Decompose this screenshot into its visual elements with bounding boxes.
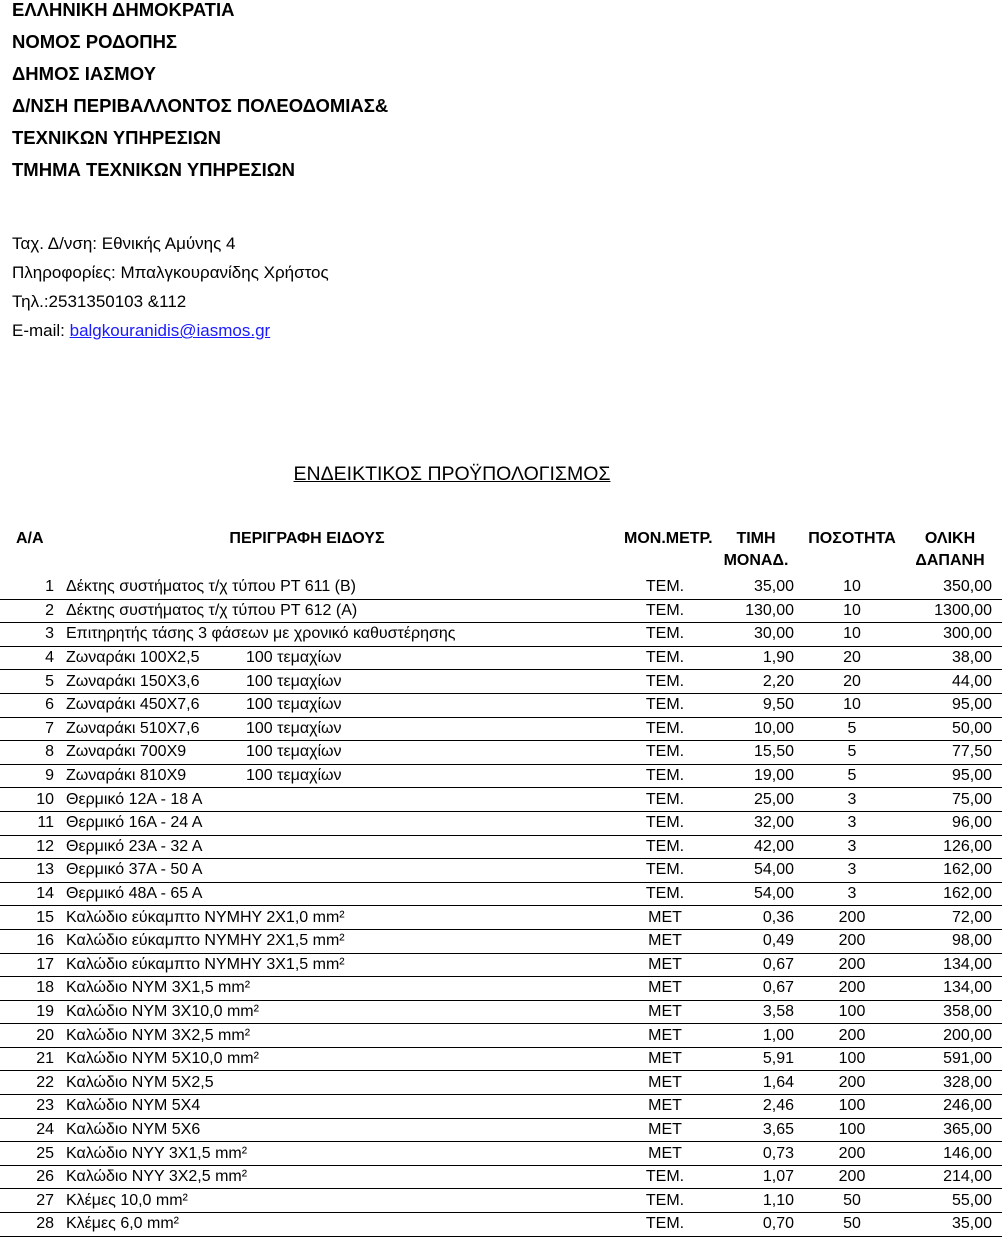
cell-aa: 1 — [0, 576, 60, 599]
contact-email-label: E-mail: — [12, 321, 70, 340]
cell-unit-price: 0,36 — [706, 906, 806, 930]
cell-aa: 18 — [0, 977, 60, 1001]
contact-email-link[interactable]: balgkouranidis@iasmos.gr — [69, 321, 271, 340]
cell-description-extra: 100 τεμαχίων — [246, 696, 342, 714]
cell-description: Κλέμες 10,0 mm² — [60, 1189, 624, 1213]
cell-unit: ΜΕΤ — [624, 1142, 706, 1166]
cell-unit-price: 0,73 — [706, 1142, 806, 1166]
contact-info: Πληροφορίες: Μπαλγκουρανίδης Χρήστος — [12, 263, 329, 282]
cell-quantity: 100 — [806, 1000, 898, 1024]
cell-quantity: 200 — [806, 977, 898, 1001]
cell-total: 95,00 — [898, 764, 1002, 788]
cell-quantity: 200 — [806, 1024, 898, 1048]
cell-aa: 8 — [0, 741, 60, 765]
cell-description — [60, 646, 624, 670]
cell-unit-price: 15,50 — [706, 741, 806, 765]
cell-unit: ΜΕΤ — [624, 1118, 706, 1142]
cell-total: 35,00 — [898, 1213, 1002, 1237]
cell-unit-price: 0,70 — [706, 1213, 806, 1237]
cell-description: Καλώδιο εύκαμπτο ΝΥΜΗΥ 2Χ1,5 mm² — [60, 929, 624, 953]
table-row — [0, 576, 1002, 599]
cell-description: Καλώδιο ΝΥΜ 5Χ4 — [60, 1095, 624, 1119]
cell-unit: ΤΕΜ. — [624, 788, 706, 812]
cell-unit: ΤΕΜ. — [624, 670, 706, 694]
cell-unit-price: 3,65 — [706, 1118, 806, 1142]
cell-quantity: 200 — [806, 929, 898, 953]
cell-total: 350,00 — [898, 576, 1002, 599]
cell-description-main: Ζωναράκι 700Χ9 — [66, 743, 187, 761]
cell-description: Επιτηρητής τάσης 3 φάσεων με χρονικό καθυστέρησης — [60, 623, 624, 647]
cell-description-main: Ζωναράκι 450Χ7,6 — [66, 696, 200, 714]
cell-unit-price: 42,00 — [706, 835, 806, 859]
cell-unit-price: 3,58 — [706, 1000, 806, 1024]
cell-description: Θερμικό 48Α - 65 Α — [60, 882, 624, 906]
cell-unit: ΜΕΤ — [624, 929, 706, 953]
cell-description: Θερμικό 23Α - 32 Α — [60, 835, 624, 859]
cell-description — [60, 693, 624, 717]
cell-description-extra: 100 τεμαχίων — [246, 649, 342, 667]
table-row — [0, 788, 1002, 812]
cell-total: 77,50 — [898, 741, 1002, 765]
cell-total: 162,00 — [898, 859, 1002, 883]
cell-quantity: 10 — [806, 599, 898, 623]
cell-unit-price: 35,00 — [706, 576, 806, 599]
cell-quantity: 200 — [806, 1071, 898, 1095]
cell-description: Κλέμες 6,0 mm² — [60, 1213, 624, 1237]
cell-aa: 4 — [0, 646, 60, 670]
cell-unit-price: 1,10 — [706, 1189, 806, 1213]
cell-quantity: 100 — [806, 1118, 898, 1142]
table-row — [0, 693, 1002, 717]
cell-total: 300,00 — [898, 623, 1002, 647]
document-title: ΕΝΔΕΙΚΤΙΚΟΣ ΠΡΟΫΠΟΛΟΓΙΣΜΟΣ — [293, 463, 611, 485]
cell-description: Καλώδιο ΝΥΜ 5Χ2,5 — [60, 1071, 624, 1095]
table-row — [0, 1189, 1002, 1213]
cell-quantity: 50 — [806, 1189, 898, 1213]
cell-description: Καλώδιο εύκαμπτο ΝΥΜΗΥ 2Χ1,0 mm² — [60, 906, 624, 930]
cell-unit: ΜΕΤ — [624, 1024, 706, 1048]
letterhead-line-directorate-cont: ΤΕΧΝΙΚΩΝ ΥΠΗΡΕΣΙΩΝ — [12, 127, 222, 148]
cell-total: 591,00 — [898, 1047, 1002, 1071]
cell-quantity: 5 — [806, 717, 898, 741]
cell-unit: ΜΕΤ — [624, 1047, 706, 1071]
cell-total: 365,00 — [898, 1118, 1002, 1142]
cell-quantity: 5 — [806, 764, 898, 788]
cell-unit-price: 0,67 — [706, 977, 806, 1001]
cell-unit: ΜΕΤ — [624, 906, 706, 930]
letterhead-line-country: ΕΛΛΗΝΙΚΗ ΔΗΜΟΚΡΑΤΙΑ — [12, 0, 235, 20]
cell-description: Θερμικό 16Α - 24 Α — [60, 811, 624, 835]
contact-address: Ταχ. Δ/νση: Εθνικής Αμύνης 4 — [12, 234, 236, 253]
cell-description — [60, 764, 624, 788]
cell-unit: ΤΕΜ. — [624, 1189, 706, 1213]
cell-total: 146,00 — [898, 1142, 1002, 1166]
table-row — [0, 882, 1002, 906]
cell-description-main: Ζωναράκι 150Χ3,6 — [66, 672, 200, 690]
cell-quantity: 20 — [806, 646, 898, 670]
cell-quantity: 3 — [806, 811, 898, 835]
cell-description: Δέκτης συστήματος τ/χ τύπου PT 612 (A) — [60, 599, 624, 623]
cell-unit-price: 19,00 — [706, 764, 806, 788]
cell-total: 95,00 — [898, 693, 1002, 717]
table-row — [0, 906, 1002, 930]
table-row — [0, 1000, 1002, 1024]
budget-table — [0, 528, 1002, 1237]
cell-total: 50,00 — [898, 717, 1002, 741]
cell-description-extra: 100 τεμαχίων — [246, 767, 342, 785]
header-total — [898, 528, 1002, 576]
cell-aa: 16 — [0, 929, 60, 953]
cell-unit: ΤΕΜ. — [624, 811, 706, 835]
cell-unit-price: 130,00 — [706, 599, 806, 623]
cell-unit: ΤΕΜ. — [624, 623, 706, 647]
cell-unit-price: 54,00 — [706, 882, 806, 906]
cell-total: 162,00 — [898, 882, 1002, 906]
header-description: ΠΕΡΙΓΡΑΦΗ ΕΙΔΟΥΣ — [229, 530, 385, 547]
cell-description: Καλώδιο ΝΥΥ 3Χ2,5 mm² — [60, 1165, 624, 1189]
cell-aa: 25 — [0, 1142, 60, 1166]
cell-aa: 27 — [0, 1189, 60, 1213]
cell-unit: ΤΕΜ. — [624, 1165, 706, 1189]
cell-description: Καλώδιο ΝΥΜ 3Χ2,5 mm² — [60, 1024, 624, 1048]
table-row — [0, 1095, 1002, 1119]
letterhead-line-directorate: Δ/ΝΣΗ ΠΕΡΙΒΑΛΛΟΝΤΟΣ ΠΟΛΕΟΔΟΜΙΑΣ& — [12, 95, 389, 116]
cell-unit: ΜΕΤ — [624, 953, 706, 977]
cell-quantity: 200 — [806, 953, 898, 977]
cell-aa: 22 — [0, 1071, 60, 1095]
cell-unit-price: 2,46 — [706, 1095, 806, 1119]
table-row — [0, 953, 1002, 977]
cell-description-extra: 100 τεμαχίων — [246, 743, 342, 761]
cell-quantity: 10 — [806, 576, 898, 599]
cell-description: Καλώδιο ΝΥΜ 3Χ10,0 mm² — [60, 1000, 624, 1024]
cell-quantity: 100 — [806, 1095, 898, 1119]
table-row — [0, 835, 1002, 859]
cell-quantity: 100 — [806, 1047, 898, 1071]
cell-quantity: 10 — [806, 623, 898, 647]
cell-unit: ΤΕΜ. — [624, 835, 706, 859]
table-row — [0, 1047, 1002, 1071]
cell-unit-price: 32,00 — [706, 811, 806, 835]
cell-aa: 21 — [0, 1047, 60, 1071]
cell-quantity: 200 — [806, 906, 898, 930]
table-row — [0, 741, 1002, 765]
cell-description-extra: 100 τεμαχίων — [246, 719, 342, 737]
cell-description: Δέκτης συστήματος τ/χ τύπου PT 611 (B) — [60, 576, 624, 599]
letterhead — [12, 0, 388, 192]
cell-unit: ΜΕΤ — [624, 977, 706, 1001]
cell-description: Καλώδιο ΝΥΥ 3Χ1,5 mm² — [60, 1142, 624, 1166]
table-row — [0, 1118, 1002, 1142]
table-row — [0, 670, 1002, 694]
cell-aa: 19 — [0, 1000, 60, 1024]
cell-unit-price: 54,00 — [706, 859, 806, 883]
cell-aa: 12 — [0, 835, 60, 859]
cell-unit-price: 1,07 — [706, 1165, 806, 1189]
cell-unit: ΜΕΤ — [624, 1071, 706, 1095]
cell-aa: 13 — [0, 859, 60, 883]
contact-phone: Τηλ.:2531350103 &112 — [12, 292, 187, 311]
table-row — [0, 1024, 1002, 1048]
cell-aa: 3 — [0, 623, 60, 647]
cell-total: 246,00 — [898, 1095, 1002, 1119]
cell-aa: 15 — [0, 906, 60, 930]
cell-unit-price: 1,64 — [706, 1071, 806, 1095]
cell-description: Θερμικό 12Α - 18 Α — [60, 788, 624, 812]
cell-aa: 2 — [0, 599, 60, 623]
cell-description: Θερμικό 37Α - 50 Α — [60, 859, 624, 883]
table-row — [0, 1213, 1002, 1237]
cell-quantity: 10 — [806, 693, 898, 717]
cell-total: 72,00 — [898, 906, 1002, 930]
cell-unit: ΤΕΜ. — [624, 646, 706, 670]
cell-description: Καλώδιο εύκαμπτο ΝΥΜΗΥ 3Χ1,5 mm² — [60, 953, 624, 977]
cell-unit-price: 30,00 — [706, 623, 806, 647]
header-aa: Α/Α — [16, 530, 44, 547]
cell-description-main: Ζωναράκι 510Χ7,6 — [66, 719, 200, 737]
cell-unit: ΤΕΜ. — [624, 859, 706, 883]
cell-total: 200,00 — [898, 1024, 1002, 1048]
cell-quantity: 3 — [806, 835, 898, 859]
cell-unit: ΤΕΜ. — [624, 717, 706, 741]
letterhead-line-department: ΤΜΗΜΑ ΤΕΧΝΙΚΩΝ ΥΠΗΡΕΣΙΩΝ — [12, 159, 295, 180]
cell-quantity: 200 — [806, 1165, 898, 1189]
cell-unit: ΤΕΜ. — [624, 1213, 706, 1237]
cell-total: 358,00 — [898, 1000, 1002, 1024]
cell-description-main: Ζωναράκι 810Χ9 — [66, 767, 187, 785]
table-row — [0, 1165, 1002, 1189]
header-total-line2: ΔΑΠΑΝΗ — [915, 552, 985, 569]
cell-aa: 7 — [0, 717, 60, 741]
header-unit: ΜΟΝ.ΜΕΤΡ. — [624, 530, 713, 547]
cell-description: Καλώδιο ΝΥΜ 5Χ6 — [60, 1118, 624, 1142]
cell-aa: 24 — [0, 1118, 60, 1142]
cell-aa: 23 — [0, 1095, 60, 1119]
cell-description: Καλώδιο ΝΥΜ 5Χ10,0 mm² — [60, 1047, 624, 1071]
cell-aa: 10 — [0, 788, 60, 812]
cell-aa: 14 — [0, 882, 60, 906]
table-body — [0, 576, 1002, 1236]
table-row — [0, 929, 1002, 953]
cell-quantity: 3 — [806, 882, 898, 906]
cell-quantity: 3 — [806, 859, 898, 883]
cell-unit: ΤΕΜ. — [624, 764, 706, 788]
cell-aa: 5 — [0, 670, 60, 694]
cell-quantity: 5 — [806, 741, 898, 765]
cell-unit: ΤΕΜ. — [624, 882, 706, 906]
cell-aa: 11 — [0, 811, 60, 835]
cell-description-main: Ζωναράκι 100Χ2,5 — [66, 649, 200, 667]
cell-unit-price: 1,90 — [706, 646, 806, 670]
cell-total: 134,00 — [898, 953, 1002, 977]
table-row — [0, 623, 1002, 647]
header-quantity: ΠΟΣΟΤΗΤΑ — [808, 530, 896, 547]
cell-total: 328,00 — [898, 1071, 1002, 1095]
cell-total: 96,00 — [898, 811, 1002, 835]
cell-unit-price: 10,00 — [706, 717, 806, 741]
table-row — [0, 977, 1002, 1001]
cell-aa: 26 — [0, 1165, 60, 1189]
cell-total: 134,00 — [898, 977, 1002, 1001]
table-header-row — [0, 528, 1002, 576]
cell-total: 214,00 — [898, 1165, 1002, 1189]
header-unit-price-line1: ΤΙΜΗ — [736, 530, 776, 547]
cell-total: 55,00 — [898, 1189, 1002, 1213]
cell-description — [60, 670, 624, 694]
contact-email-row — [12, 321, 329, 350]
table-row — [0, 811, 1002, 835]
letterhead-line-municipality: ΔΗΜΟΣ ΙΑΣΜΟΥ — [12, 63, 156, 84]
cell-quantity: 200 — [806, 1142, 898, 1166]
cell-unit: ΤΕΜ. — [624, 599, 706, 623]
header-unit-price — [706, 528, 806, 576]
cell-unit-price: 1,00 — [706, 1024, 806, 1048]
letterhead-line-prefecture: ΝΟΜΟΣ ΡΟΔΟΠΗΣ — [12, 31, 178, 52]
cell-description-extra: 100 τεμαχίων — [246, 672, 342, 690]
cell-unit: ΤΕΜ. — [624, 741, 706, 765]
cell-aa: 9 — [0, 764, 60, 788]
cell-total: 126,00 — [898, 835, 1002, 859]
contact-block — [12, 234, 329, 350]
cell-description — [60, 717, 624, 741]
cell-aa: 6 — [0, 693, 60, 717]
cell-aa: 20 — [0, 1024, 60, 1048]
header-unit-price-line2: ΜΟΝΑΔ. — [723, 552, 789, 569]
cell-unit: ΤΕΜ. — [624, 576, 706, 599]
cell-aa: 28 — [0, 1213, 60, 1237]
cell-total: 38,00 — [898, 646, 1002, 670]
cell-total: 75,00 — [898, 788, 1002, 812]
cell-unit-price: 0,67 — [706, 953, 806, 977]
cell-unit: ΜΕΤ — [624, 1095, 706, 1119]
table-row — [0, 1142, 1002, 1166]
cell-quantity: 50 — [806, 1213, 898, 1237]
cell-description: Καλώδιο ΝΥΜ 3Χ1,5 mm² — [60, 977, 624, 1001]
cell-unit-price: 25,00 — [706, 788, 806, 812]
cell-total: 98,00 — [898, 929, 1002, 953]
cell-quantity: 3 — [806, 788, 898, 812]
header-total-line1: ΟΛΙΚΗ — [924, 530, 976, 547]
table-row — [0, 859, 1002, 883]
cell-quantity: 20 — [806, 670, 898, 694]
table-row — [0, 599, 1002, 623]
cell-unit-price: 0,49 — [706, 929, 806, 953]
table-row — [0, 646, 1002, 670]
cell-unit-price: 5,91 — [706, 1047, 806, 1071]
cell-unit: ΤΕΜ. — [624, 693, 706, 717]
table-row — [0, 1071, 1002, 1095]
table-row — [0, 717, 1002, 741]
cell-total: 1300,00 — [898, 599, 1002, 623]
cell-unit: ΜΕΤ — [624, 1000, 706, 1024]
cell-unit-price: 2,20 — [706, 670, 806, 694]
cell-total: 44,00 — [898, 670, 1002, 694]
cell-description — [60, 741, 624, 765]
table-row — [0, 764, 1002, 788]
cell-unit-price: 9,50 — [706, 693, 806, 717]
cell-aa: 17 — [0, 953, 60, 977]
